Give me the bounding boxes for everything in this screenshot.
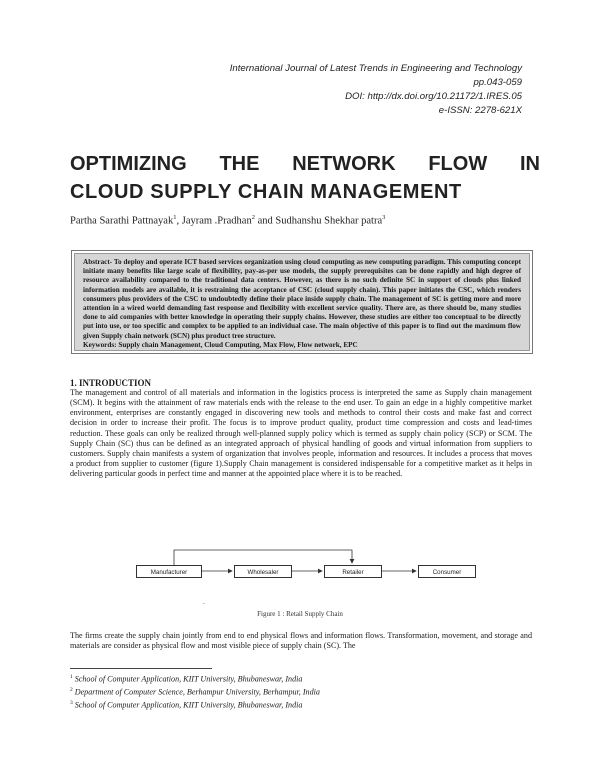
footnote-mark: 2 (70, 686, 73, 693)
abstract-text: Abstract- To deploy and operate ICT based services organization using cloud computing as new computing paradigm. This computing concept initiate many benefits like large scale of flexibility, pay-as-per use models, the supply prerequisites can be done rapidly and high degree of resource availability compared to the traditional data centers. However, as there is no such definite SC in support of clouds plus linked information models are available, it is restraining the acceptance of CSC (cloud supply chain). This paper initiates the CSC, which renders consumers plus providers of the CSC to undoubtedly define their place inside supply chain. The management of SC is getting more and more attention in a wired world demanding fast response and flexibility with excellent service quality. There are, as there should be, many studies done to aid companies with better knowledge in operating their supply chains. However, these studies are either too conceptual to be directly put into use, or too specific and complex to be applied to an individual case. The main objective of this paper is to find out the maximum flow given Supply chain network (SCN) plus product tree structure. (83, 258, 521, 340)
keywords: Keywords: Supply chain Management, Cloud Computing, Max Flow, Flow network, EPC (83, 340, 358, 349)
figure-caption: Figure 1 : Retail Supply Chain (257, 610, 343, 618)
title-line-1: OPTIMIZING THE NETWORK FLOW IN (70, 153, 540, 175)
abstract-panel (74, 253, 530, 351)
footnotes (70, 672, 320, 711)
author-list (70, 214, 385, 227)
node-consumer: Consumer (418, 565, 476, 578)
paper-title (70, 150, 540, 206)
author-name: Sudhanshu Shekhar patra (275, 215, 383, 227)
journal-pages: pp.043-059 (473, 77, 522, 88)
stray-mark: . (203, 598, 205, 606)
abstract-box (71, 250, 533, 354)
node-retailer: Retailer (324, 565, 382, 578)
footnote-divider (70, 668, 212, 669)
footnote (70, 698, 320, 711)
footnote-text: Department of Computer Science, Berhampur University, Berhampur, India (74, 687, 320, 697)
supply-chain-figure (136, 542, 476, 602)
body-paragraph: The management and control of all materials and information in the logistics process is interpreted the same as Supply chain management (SCM). It begins with the attainment of raw materials ends with the release to the end user. To gain an edge in a highly competitive market environment, enterprises are constantly engaged in discovering new tools and methods to control their costs and make fast and correct decision in order to increase their profit. The focus is to improve product quality, product time compression and costs and lead-times reduction. These goals can only be realized through well-planned supply policy which is termed as supply chain policy (SCP) or SCM. The Supply Chain (SC) thus can be defined as an integrated approach of physical handling of goods and virtual information from suppliers to customers. Supply chain manifests a system of organization that involves people, information and resources. It includes a process that moves a product from supplier to customer (figure 1).Supply Chain management is considered indispensable for a competitive market as it helps in delivering particular goods in perfect time and manner at the appointed place where it is to be reached. (70, 388, 532, 479)
author-affiliation-mark: 3 (382, 214, 386, 221)
footnote (70, 672, 320, 685)
author-separator: , (176, 215, 182, 227)
footnote-mark: 1 (70, 674, 73, 680)
title-line-2: CLOUD SUPPLY CHAIN MANAGEMENT (70, 181, 462, 203)
author-affiliation-mark: 1 (173, 214, 177, 221)
node-wholesaler: Wholesaler (234, 565, 292, 578)
journal-doi: DOI: http://dx.doi.org/10.21172/1.IRES.05 (345, 91, 522, 102)
footnote (70, 685, 320, 698)
section-heading: 1. INTRODUCTION (70, 378, 152, 388)
node-manufacturer: Manufacturer (136, 565, 202, 578)
author-name: Partha Sarathi Pattnayak (70, 215, 174, 227)
body-paragraph: The firms create the supply chain jointly from end to end physical flows and information flows. Transformation, movement, and storage and materials are consider as physical flow and most visible piece of supply chain (SC). The (70, 631, 532, 651)
footnote-text: School of Computer Application, KIIT University, Bhubaneswar, India (74, 674, 303, 684)
author-separator: and (254, 215, 276, 227)
author-affiliation-mark: 2 (251, 214, 255, 221)
footnote-text: School of Computer Application, KIIT University, Bhubaneswar, India (74, 700, 303, 710)
footnote-mark: 3 (70, 699, 73, 706)
journal-name: International Journal of Latest Trends in Engineering and Technology (229, 63, 522, 74)
bypass-arrow (174, 550, 352, 565)
journal-header (230, 62, 522, 118)
journal-issn: e-ISSN: 2278-621X (438, 105, 522, 116)
author-name: Jayram .Pradhan (181, 215, 252, 227)
